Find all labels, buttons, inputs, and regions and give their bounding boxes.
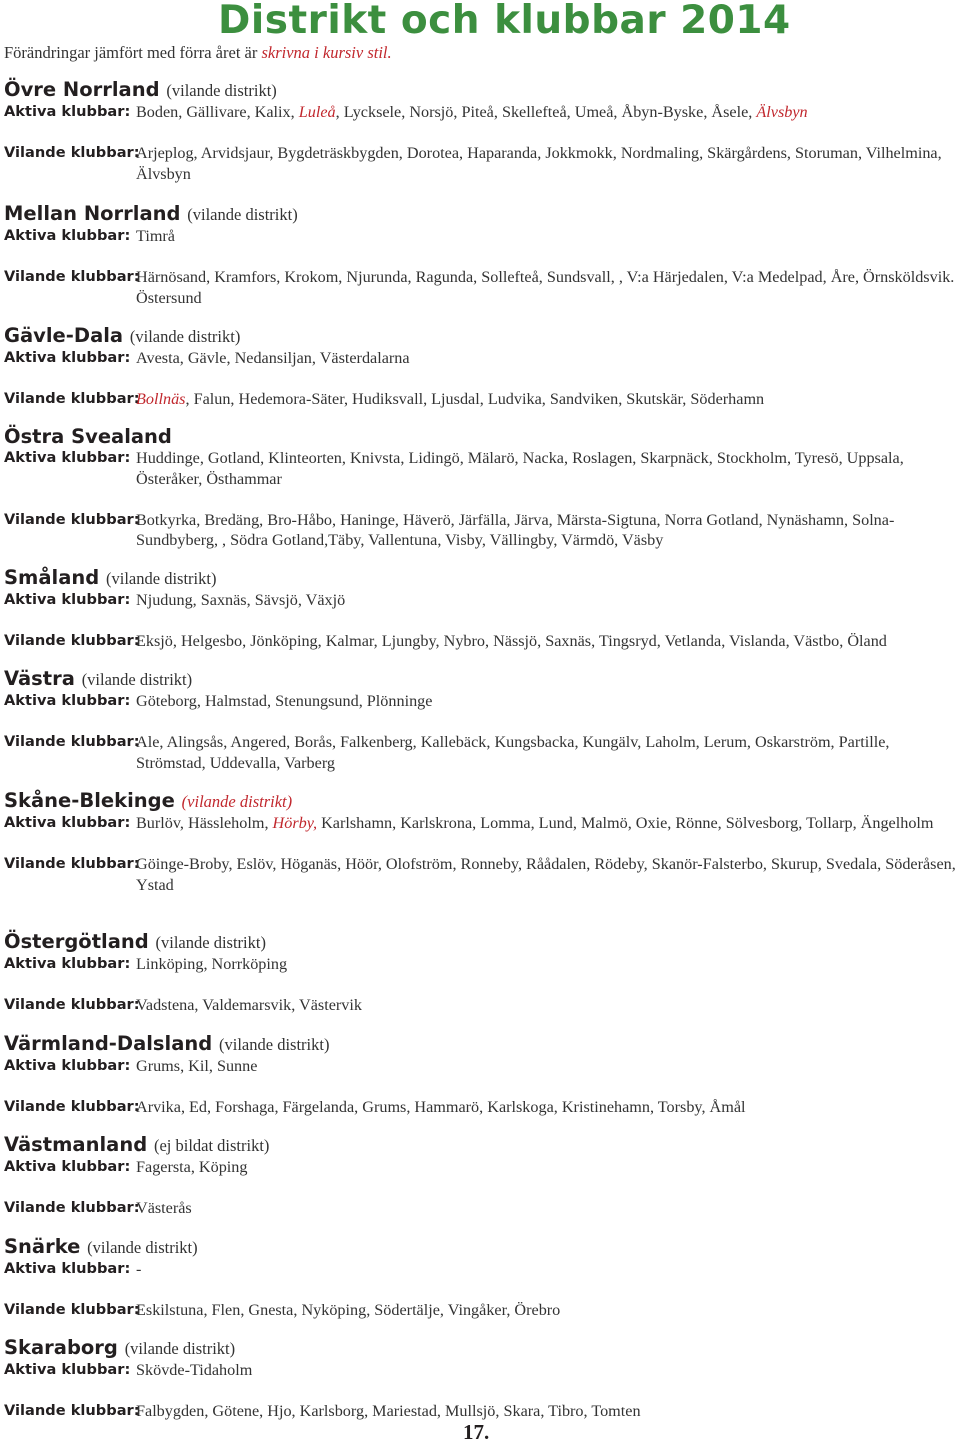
club-names: Arjeplog, Arvidsjaur, Bygdeträskbygden, Dorotea, Haparanda, Jokkmokk, Nordmaling, Skärgårdens, Storuman, Vilhelmina, Älvsbyn <box>136 144 942 183</box>
active-clubs-row <box>4 1157 959 1178</box>
active-clubs-row <box>4 590 959 611</box>
active-clubs-label: Aktiva klubbar: <box>4 692 131 709</box>
active-clubs-list <box>136 102 959 123</box>
active-clubs-row <box>4 1360 959 1381</box>
district-block <box>4 931 959 1016</box>
club-names: Eksjö, Helgesbo, Jönköping, Kalmar, Ljungby, Nybro, Nässjö, Saxnäs, Tingsryd, Vetlanda, Vislanda, Västbo, Öland <box>136 632 887 650</box>
active-clubs-row <box>4 1259 959 1280</box>
resting-clubs-label: Vilande klubbar: <box>4 1199 140 1216</box>
active-clubs-label: Aktiva klubbar: <box>4 1158 131 1175</box>
active-clubs-row <box>4 102 959 123</box>
resting-clubs-label: Vilande klubbar: <box>4 733 140 750</box>
active-clubs-label: Aktiva klubbar: <box>4 814 131 831</box>
active-clubs-list <box>136 1259 959 1280</box>
active-clubs-list <box>136 954 959 975</box>
district-heading <box>4 203 959 226</box>
district-name: Småland <box>4 566 100 589</box>
district-block <box>4 1134 959 1219</box>
resting-clubs-list <box>136 995 959 1016</box>
resting-clubs-list <box>136 1401 959 1422</box>
club-names: Njudung, Saxnäs, Sävsjö, Växjö <box>136 591 346 609</box>
district-status-note: (ej bildat distrikt) <box>153 1136 270 1155</box>
club-names: Boden, Gällivare, Kalix, <box>136 103 299 121</box>
district-status-note: (vilande distrikt) <box>87 1238 198 1257</box>
club-names: Avesta, Gävle, Nedansiljan, Västerdalarna <box>136 349 410 367</box>
district-status-note: (vilande distrikt) <box>219 1035 330 1054</box>
district-name: Gävle-Dala <box>4 324 124 347</box>
page-number: 17. <box>463 1420 490 1444</box>
changed-club-name: Luleå <box>298 103 336 121</box>
resting-clubs-list <box>136 1097 959 1118</box>
district-heading <box>4 1134 959 1157</box>
changed-club-name: Bollnäs <box>136 390 186 408</box>
district-status-note: (vilande distrikt) <box>181 792 293 811</box>
resting-clubs-row <box>4 1300 959 1321</box>
club-names: Linköping, Norrköping <box>136 955 288 973</box>
active-clubs-list <box>136 691 959 712</box>
club-names: Ale, Alingsås, Angered, Borås, Falkenberg, Kallebäck, Kungsbacka, Kungälv, Laholm, Lerum, Oskarström, Partille, Strömstad, Uddevalla, Varberg <box>136 733 890 772</box>
resting-clubs-row <box>4 631 959 652</box>
active-clubs-row <box>4 813 959 834</box>
intro-text: Förändringar jämfört med förra året är <box>4 43 262 62</box>
page-title: Distrikt och klubbar 2014 <box>218 0 791 43</box>
club-names: Göinge-Broby, Eslöv, Höganäs, Höör, Olofström, Ronneby, Råådalen, Rödeby, Skanör-Falsterbo, Skurup, Svedala, Söderåsen, Ystad <box>136 855 956 894</box>
district-heading <box>4 668 959 691</box>
district-name: Västra <box>4 667 75 690</box>
active-clubs-label: Aktiva klubbar: <box>4 1361 131 1378</box>
district-name: Övre Norrland <box>4 78 160 101</box>
active-clubs-label: Aktiva klubbar: <box>4 1260 131 1277</box>
district-status-note: (vilande distrikt) <box>81 670 193 689</box>
intro-note <box>4 43 392 63</box>
resting-clubs-label: Vilande klubbar: <box>4 144 140 161</box>
resting-clubs-list <box>136 854 959 895</box>
active-clubs-list <box>136 226 959 247</box>
district-heading <box>4 567 959 590</box>
club-names: Västerås <box>136 1199 192 1217</box>
district-name: Östra Svealand <box>4 425 172 448</box>
resting-clubs-row <box>4 267 959 308</box>
changed-club-name: Hörby, <box>272 814 318 832</box>
district-status-note: (vilande distrikt) <box>106 569 217 588</box>
resting-clubs-label: Vilande klubbar: <box>4 268 140 285</box>
club-names: Göteborg, Halmstad, Stenungsund, Plönninge <box>136 692 433 710</box>
active-clubs-row <box>4 226 959 247</box>
resting-clubs-row <box>4 510 959 551</box>
club-names: , Falun, Hedemora-Säter, Hudiksvall, Ljusdal, Ludvika, Sandviken, Skutskär, Söderhamn <box>185 390 765 408</box>
changed-club-name: Älvsbyn <box>756 103 808 121</box>
active-clubs-label: Aktiva klubbar: <box>4 227 131 244</box>
district-name: Skåne-Blekinge <box>4 789 175 812</box>
resting-clubs-row <box>4 854 959 895</box>
active-clubs-row <box>4 954 959 975</box>
resting-clubs-list <box>136 1300 959 1321</box>
district-name: Östergötland <box>4 930 149 953</box>
district-name: Västmanland <box>4 1133 148 1156</box>
active-clubs-label: Aktiva klubbar: <box>4 955 131 972</box>
resting-clubs-list <box>136 389 959 410</box>
resting-clubs-row <box>4 1198 959 1219</box>
club-names: Grums, Kil, Sunne <box>136 1057 258 1075</box>
resting-clubs-row <box>4 1401 959 1422</box>
resting-clubs-row <box>4 1097 959 1118</box>
active-clubs-label: Aktiva klubbar: <box>4 103 131 120</box>
active-clubs-list <box>136 590 959 611</box>
active-clubs-list <box>136 448 959 489</box>
active-clubs-list <box>136 813 959 834</box>
resting-clubs-list <box>136 143 959 184</box>
active-clubs-label: Aktiva klubbar: <box>4 449 131 466</box>
club-names: Härnösand, Kramfors, Krokom, Njurunda, Ragunda, Sollefteå, Sundsvall, , V:a Härjedalen, V:a Medelpad, Åre, Örnsköldsvik. Östersund <box>136 268 955 307</box>
district-status-note: (vilande distrikt) <box>166 81 277 100</box>
resting-clubs-row <box>4 732 959 773</box>
resting-clubs-label: Vilande klubbar: <box>4 855 140 872</box>
district-name: Värmland-Dalsland <box>4 1032 213 1055</box>
club-names: Botkyrka, Bredäng, Bro-Håbo, Haninge, Häverö, Järfälla, Järva, Märsta-Sigtuna, Norra Gotland, Nynäshamn, Solna-Sundbyberg, , Södra Gotland,Täby, Vallentuna, Visby, Vällingby, Värmdö, Väsby <box>136 510 895 549</box>
district-heading <box>4 1033 959 1056</box>
club-names: Vadstena, Valdemarsvik, Västervik <box>136 996 362 1014</box>
resting-clubs-list <box>136 631 959 652</box>
resting-clubs-label: Vilande klubbar: <box>4 510 140 528</box>
club-names: Fagersta, Köping <box>136 1158 248 1176</box>
district-name: Mellan Norrland <box>4 202 181 225</box>
resting-clubs-label: Vilande klubbar: <box>4 996 140 1013</box>
resting-clubs-label: Vilande klubbar: <box>4 1301 140 1318</box>
district-name: Skaraborg <box>4 1336 118 1359</box>
district-heading <box>4 1236 959 1259</box>
district-status-note: (vilande distrikt) <box>129 327 241 346</box>
district-block <box>4 668 959 773</box>
district-status-note: (vilande distrikt) <box>187 205 298 224</box>
club-names: Falbygden, Götene, Hjo, Karlsborg, Mariestad, Mullsjö, Skara, Tibro, Tomten <box>136 1402 641 1420</box>
active-clubs-row <box>4 448 959 489</box>
resting-clubs-row <box>4 143 959 184</box>
active-clubs-list <box>136 1360 959 1381</box>
resting-clubs-label: Vilande klubbar: <box>4 390 140 407</box>
district-block <box>4 426 959 551</box>
club-names: Arvika, Ed, Forshaga, Färgelanda, Grums, Hammarö, Karlskoga, Kristinehamn, Torsby, Åmål <box>136 1098 746 1116</box>
resting-clubs-label: Vilande klubbar: <box>4 632 140 649</box>
resting-clubs-label: Vilande klubbar: <box>4 1098 140 1115</box>
active-clubs-list <box>136 348 959 369</box>
resting-clubs-list <box>136 732 959 773</box>
resting-clubs-row <box>4 995 959 1016</box>
resting-clubs-label: Vilande klubbar: <box>4 1402 140 1419</box>
intro-italic-text: skrivna i kursiv stil. <box>261 43 392 62</box>
district-status-note: (vilande distrikt) <box>155 933 266 952</box>
district-heading <box>4 426 959 448</box>
active-clubs-row <box>4 1056 959 1077</box>
district-block <box>4 1236 959 1321</box>
resting-clubs-list <box>136 510 959 551</box>
club-names: Huddinge, Gotland, Klinteorten, Knivsta, Lidingö, Mälarö, Nacka, Roslagen, Skarpnäck, Stockholm, Tyresö, Uppsala, Österåker, Östhammar <box>136 449 904 488</box>
club-names: Timrå <box>136 227 175 245</box>
active-clubs-list <box>136 1157 959 1178</box>
active-clubs-label: Aktiva klubbar: <box>4 349 131 366</box>
district-block <box>4 790 959 895</box>
district-block <box>4 79 959 184</box>
club-names: Eskilstuna, Flen, Gnesta, Nyköping, Södertälje, Vingåker, Örebro <box>136 1301 561 1319</box>
club-names: Karlshamn, Karlskrona, Lomma, Lund, Malmö, Oxie, Rönne, Sölvesborg, Tollarp, Ängelholm <box>317 814 934 832</box>
district-heading <box>4 1337 959 1360</box>
resting-clubs-row <box>4 389 959 410</box>
district-block <box>4 1033 959 1118</box>
club-names: , Lycksele, Norsjö, Piteå, Skellefteå, Umeå, Åbyn-Byske, Åsele, <box>335 103 757 121</box>
district-block <box>4 203 959 308</box>
district-block <box>4 1337 959 1422</box>
district-heading <box>4 931 959 954</box>
district-block <box>4 325 959 410</box>
club-names: Burlöv, Hässleholm, <box>136 814 273 832</box>
resting-clubs-list <box>136 1198 959 1219</box>
district-heading <box>4 325 959 348</box>
active-clubs-label: Aktiva klubbar: <box>4 591 131 608</box>
active-clubs-list <box>136 1056 959 1077</box>
club-names: Skövde-Tidaholm <box>136 1361 253 1379</box>
resting-clubs-list <box>136 267 959 308</box>
district-status-note: (vilande distrikt) <box>124 1339 236 1358</box>
district-name: Snärke <box>4 1235 81 1258</box>
active-clubs-row <box>4 691 959 712</box>
active-clubs-label: Aktiva klubbar: <box>4 1057 131 1074</box>
club-names: - <box>136 1260 142 1278</box>
district-heading <box>4 790 959 813</box>
district-heading <box>4 79 959 102</box>
active-clubs-row <box>4 348 959 369</box>
district-block <box>4 567 959 652</box>
